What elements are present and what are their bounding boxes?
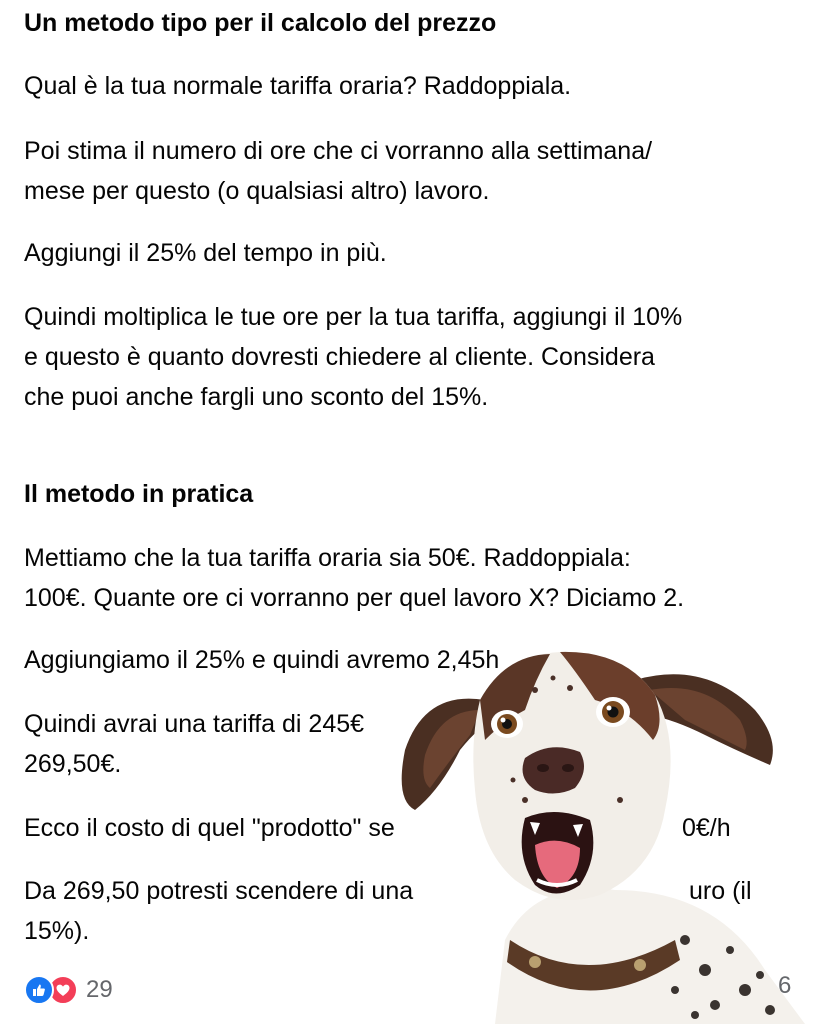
- paragraph-multiply: Quindi moltiplica le tue ore per la tua tariffa, aggiungi il 10% e questo è quanto dovresti chiedere al cliente. Considera che puoi anche fargli uno sconto del 15%.: [24, 303, 683, 411]
- paragraph-add-time: Aggiungi il 25% del tempo in più.: [24, 239, 387, 267]
- paragraph-discount: Da 269,50 potresti scendere di una uro (il 15%).: [24, 877, 752, 945]
- comment-count[interactable]: 6: [778, 972, 792, 999]
- paragraph-example-rate: Mettiamo che la tua tariffa oraria sia 50€. Raddoppiala: 100€. Quante ore ci vorranno per quel lavoro X? Diciamo 2.: [24, 544, 685, 612]
- reaction-count[interactable]: 29: [86, 976, 113, 1003]
- paragraph-product-cost: Ecco il costo di quel "prodotto" se 0€/h: [24, 814, 731, 842]
- section-heading-practice: Il metodo in pratica: [24, 480, 254, 508]
- paragraph-add-percentage: Aggiungiamo il 25% e quindi avremo 2,45h: [24, 646, 500, 674]
- paragraph-hourly-rate: Qual è la tua normale tariffa oraria? Raddoppiala.: [24, 72, 572, 100]
- paragraph-estimate-hours: Poi stima il numero di ore che ci vorranno alla settimana/ mese per questo (o qualsiasi altro) lavoro.: [24, 137, 653, 205]
- reaction-bar[interactable]: [24, 970, 113, 1010]
- surprised-dog-image: [385, 640, 805, 1024]
- paragraph-total-rate: Quindi avrai una tariffa di 245€ 269,50€.: [24, 710, 365, 778]
- section-heading-method: Un metodo tipo per il calcolo del prezzo: [24, 9, 497, 37]
- like-icon[interactable]: [24, 975, 54, 1005]
